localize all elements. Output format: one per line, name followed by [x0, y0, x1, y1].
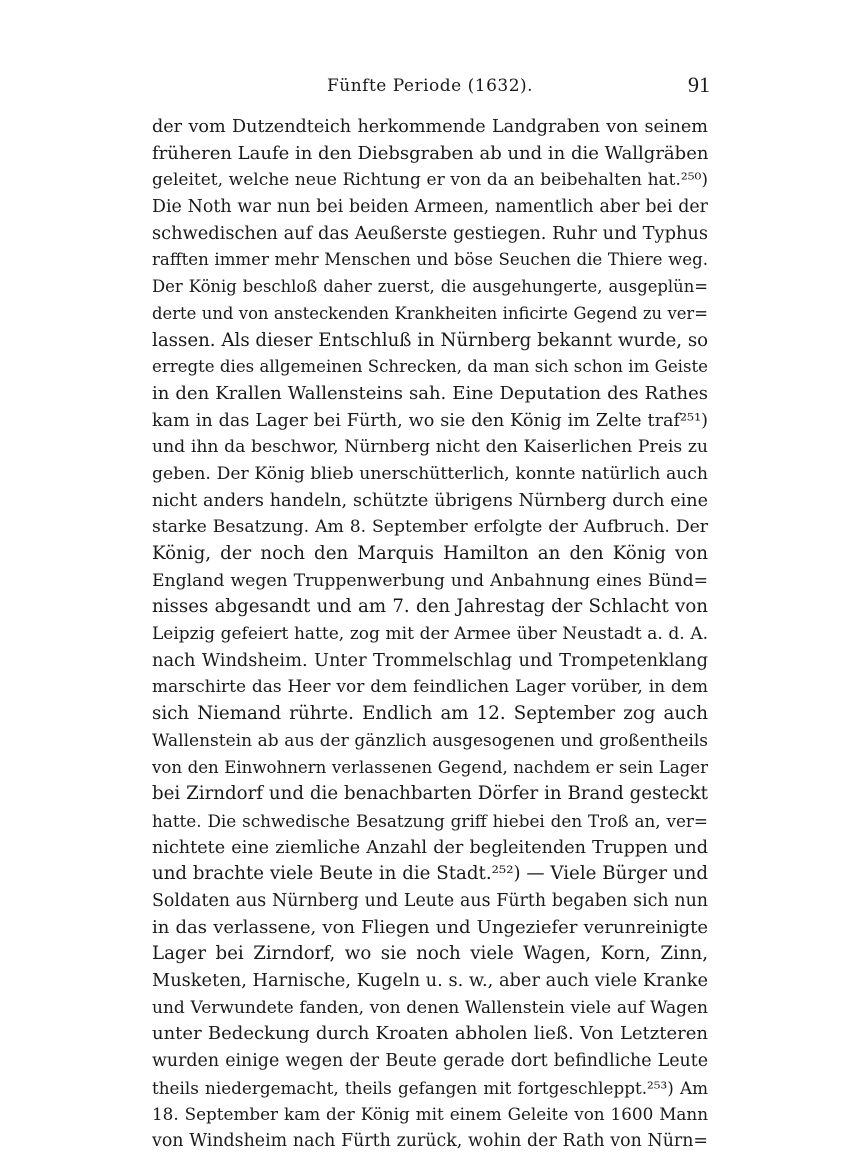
text-line: Leipzig gefeiert hatte, zog mit der Armee über Neustadt a. d. A. [152, 624, 708, 645]
text-line: Soldaten aus Nürnberg und Leute aus Fürth begaben sich nun [152, 890, 708, 911]
text-line: wurden einige wegen der Beute gerade dort befindliche Leute [152, 1051, 708, 1072]
text-line: König, der noch den Marquis Hamilton an den König von [152, 543, 708, 564]
text-line: schwedischen auf das Aeußerste gestiegen. Ruhr und Typhus [152, 222, 708, 244]
text-line: kam in das Lager bei Fürth, wo sie den König im Zelte traf²⁵¹) [152, 410, 708, 431]
text-line: theils niedergemacht, theils gefangen mit fortgeschleppt.²⁵³) Am [152, 1077, 708, 1098]
text-line: rafften immer mehr Menschen und böse Seuchen die Thiere weg. [152, 250, 708, 270]
text-line: und Verwundete fanden, von denen Wallenstein viele auf Wagen [152, 997, 708, 1018]
text-line: nichtete eine ziemliche Anzahl der begleitenden Truppen und [152, 837, 708, 858]
running-head: Fünfte Periode (1632). [326, 76, 534, 96]
text-line: Lager bei Zirndorf, wo sie noch viele Wagen, Korn, Zinn, [152, 943, 708, 965]
text-line: nisses abgesandt und am 7. den Jahrestag der Schlacht von [152, 596, 708, 618]
text-line: von Windsheim nach Fürth zurück, wohin der Rath von Nürn= [152, 1131, 708, 1152]
text-line: hatte. Die schwedische Besatzung griff hiebei den Troß an, ver= [152, 810, 708, 831]
body-text [152, 114, 708, 1155]
text-line: geben. Der König blieb unerschütterlich, konnte natürlich auch [152, 463, 708, 484]
text-line: sich Niemand rührte. Endlich am 12. September zog auch [152, 703, 708, 725]
text-line: unter Bedeckung durch Kroaten abholen ließ. Von Letzteren [152, 1023, 708, 1045]
text-line: erregte dies allgemeinen Schrecken, da man sich schon im Geiste [152, 357, 708, 377]
text-line: früheren Laufe in den Diebsgraben ab und in die Wallgräben [152, 142, 708, 164]
text-line: nicht anders handeln, schützte übrigens Nürnberg durch eine [152, 490, 708, 511]
text-line: Musketen, Harnische, Kugeln u. s. w., aber auch viele Kranke [152, 970, 708, 991]
page-number: 91 [688, 72, 710, 97]
text-line: bei Zirndorf und die benachbarten Dörfer in Brand gesteckt [152, 783, 708, 805]
text-line: England wegen Truppenwerbung und Anbahnung eines Bünd= [152, 570, 708, 591]
text-line: in das verlassene, von Fliegen und Ungeziefer verunreinigte [152, 916, 708, 938]
text-line: Wallenstein ab aus der gänzlich ausgesogenen und großentheils [152, 730, 708, 751]
text-line: marschirte das Heer vor dem feindlichen Lager vorüber, in dem [152, 677, 708, 698]
text-line: geleitet, welche neue Richtung er von da an beibehalten hat.²⁵⁰) [152, 170, 708, 191]
text-line: und brachte viele Beute in die Stadt.²⁵²) — Viele Bürger und [152, 863, 708, 885]
text-line: starke Besatzung. Am 8. September erfolgte der Aufbruch. Der [152, 517, 708, 538]
page-header [150, 72, 710, 102]
text-line: 18. September kam der König mit einem Geleite von 1600 Mann [152, 1104, 708, 1125]
text-line: von den Einwohnern verlassenen Gegend, nachdem er sein Lager [152, 757, 708, 777]
text-line: derte und von ansteckenden Krankheiten inficirte Gegend zu ver= [152, 303, 708, 323]
text-line: in den Krallen Wallensteins sah. Eine Deputation des Rathes [152, 382, 708, 404]
text-line: der vom Dutzendteich herkommende Landgraben von seinem [152, 117, 708, 137]
text-line: und ihn da beschwor, Nürnberg nicht den Kaiserlichen Preis zu [152, 437, 708, 458]
text-line: Der König beschloß daher zuerst, die ausgehungerte, ausgeplün= [152, 277, 708, 297]
text-line: nach Windsheim. Unter Trommelschlag und Trompetenklang [152, 649, 708, 671]
text-line: lassen. Als dieser Entschluß in Nürnberg bekannt wurde, so [152, 329, 708, 351]
text-line: Die Noth war nun bei beiden Armeen, namentlich aber bei der [152, 197, 708, 218]
